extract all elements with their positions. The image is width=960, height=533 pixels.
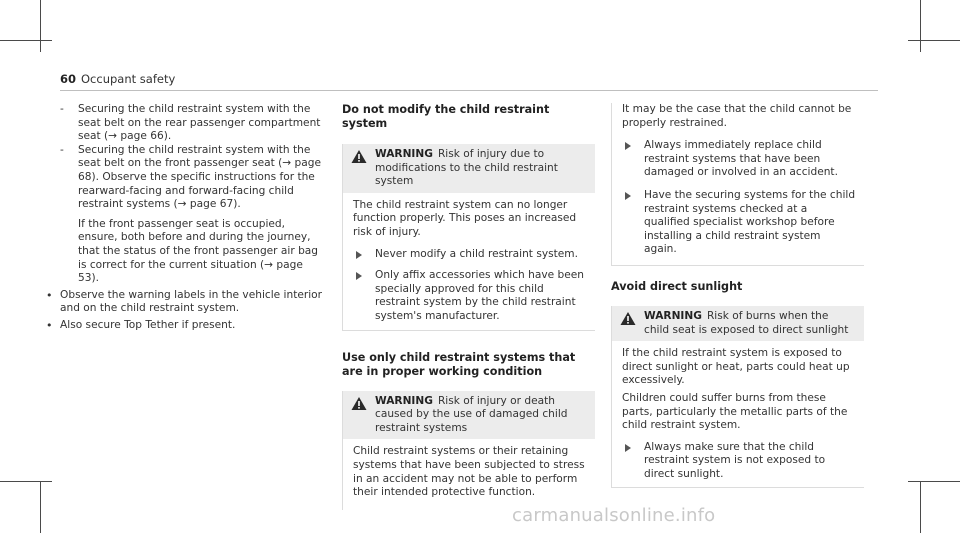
crop-mark	[40, 481, 41, 533]
warning-triangle-icon	[351, 396, 367, 411]
column-middle	[342, 103, 595, 510]
action-step-text: Always immediately replace child restraint systems that have been damaged or involved in an accident.	[644, 139, 838, 179]
action-step	[622, 441, 856, 482]
warning-label: WARNING	[644, 309, 702, 322]
warning-text: Children could suffer burns from these parts, particularly the metallic parts of the child restraint system.	[622, 391, 848, 432]
warning-triangle-icon	[620, 311, 636, 326]
warning-summary: Risk of injury or death caused by the use of damaged child restraint systems	[375, 394, 568, 434]
action-step-text: Have the securing systems for the child restraint systems checked at a qualified specialist workshop before installing a child restraint system again.	[644, 188, 856, 256]
warning-continuation	[611, 103, 864, 266]
section-heading: Avoid direct sunlight	[611, 279, 743, 293]
arrow-right-icon	[356, 272, 362, 280]
bullet-marker: •	[46, 318, 53, 332]
list-item	[46, 289, 322, 316]
crop-mark	[40, 0, 41, 52]
list-item	[60, 144, 322, 286]
list-item-note: If the front passenger seat is occupied, ensure, both before and during the journey, that the status of the front passenger air bag is correct for the current situation (→ page 53).	[78, 217, 319, 285]
action-step-text: Only affix accessories which have been specially approved for this child restraint system by the child restraint system's manufacturer.	[375, 269, 584, 322]
crop-mark	[920, 481, 921, 533]
warning-text: It may be the case that the child cannot be properly restrained.	[622, 103, 852, 129]
arrow-right-icon	[625, 192, 631, 200]
section-heading: Use only child restraint systems that are in proper working condition	[342, 350, 576, 378]
warning-header	[343, 391, 595, 440]
list-item-text: Securing the child restraint system with the seat belt on the rear passenger compartment seat (→ page 66).	[78, 103, 321, 143]
warning-body	[343, 439, 595, 505]
page-number: 60	[60, 72, 77, 86]
action-step	[622, 139, 856, 180]
warning-box	[342, 144, 595, 331]
action-step	[353, 248, 587, 262]
list-item	[46, 319, 322, 333]
warning-text: The child restraint system can no longer function properly. This poses an increased risk of injury.	[353, 198, 577, 238]
action-step-text: Always make sure that the child restraint system is not exposed to direct sunlight.	[644, 440, 826, 480]
warning-body	[612, 341, 864, 487]
warning-box	[611, 306, 864, 489]
page-section-title: Occupant safety	[81, 72, 176, 86]
arrow-right-icon	[625, 142, 631, 150]
header-divider	[60, 90, 878, 91]
warning-label: WARNING	[375, 148, 433, 160]
crop-mark	[920, 0, 921, 52]
section-heading: Do not modify the child restraint system	[342, 103, 550, 130]
dash-marker: -	[60, 143, 64, 156]
crop-mark	[908, 40, 960, 41]
warning-body	[343, 193, 595, 330]
list-item-text: Securing the child restraint system with the seat belt on the front passenger seat (→ page 68). Observe the specific instructions for the rearward-facing and forward-facing child restraint systems (→ page 67).	[78, 143, 321, 211]
action-step	[353, 269, 587, 323]
warning-text: If the child restraint system is exposed to direct sunlight or heat, parts could heat up excessively.	[622, 347, 850, 387]
warning-triangle-icon	[351, 149, 367, 164]
crop-mark	[908, 481, 960, 482]
bullet-marker: •	[46, 288, 53, 302]
warning-header	[343, 144, 595, 193]
action-step	[622, 189, 856, 257]
action-step-text: Never modify a child restraint system.	[375, 247, 578, 260]
list-item-text: Observe the warning labels in the vehicle interior and on the child restraint system.	[60, 288, 322, 315]
crop-mark	[0, 40, 52, 41]
crop-mark	[0, 481, 52, 482]
watermark: carmanualsonline.info	[512, 505, 716, 526]
warning-summary: Risk of injury due to modifications to the child restraint system	[375, 148, 558, 188]
list-item-text: Also secure Top Tether if present.	[60, 318, 236, 331]
warning-box	[342, 391, 595, 510]
dash-marker: -	[60, 103, 64, 115]
column-right	[611, 103, 864, 488]
warning-text: Child restraint systems or their retaining systems that have been subjected to stress in an accident may not be able to perform their intended protective function.	[353, 445, 585, 499]
arrow-right-icon	[625, 444, 631, 452]
arrow-right-icon	[356, 251, 362, 259]
warning-summary: Risk of burns when the child seat is exposed to direct sunlight	[644, 309, 849, 336]
column-left	[46, 103, 322, 333]
warning-label: WARNING	[375, 394, 433, 407]
list-item	[60, 103, 322, 144]
warning-header	[612, 306, 864, 341]
